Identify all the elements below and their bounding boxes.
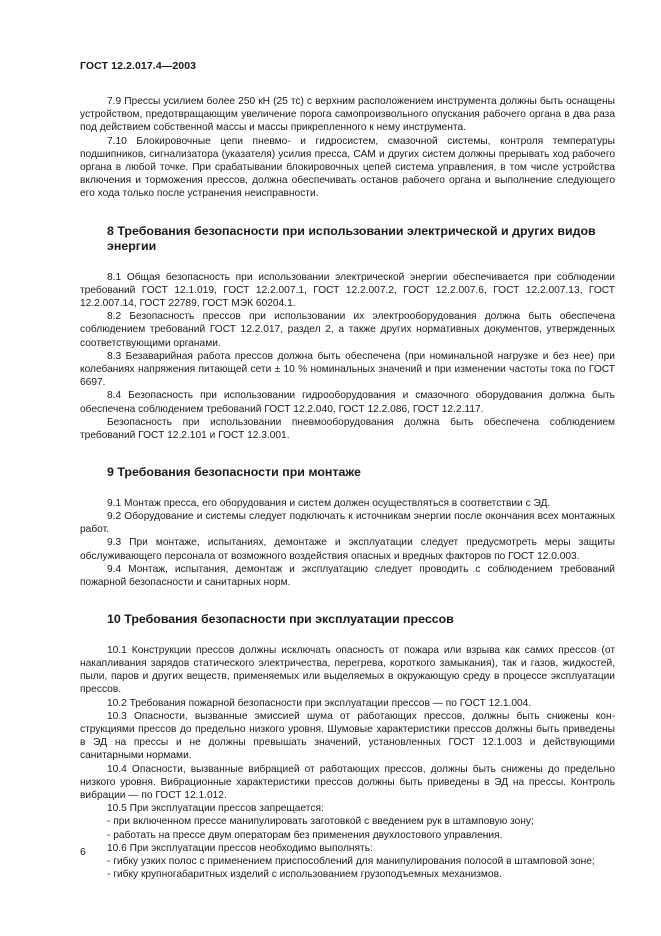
paragraph-8-3: 8.3 Безаварийная работа прессов должна быть обеспечена (при номинальной нагрузке и без нее) при колебаниях напряжения питающей сети ± 10 % номинальных значений и при изменении частоты тока по ГОСТ 6697. bbox=[80, 350, 615, 389]
section-title-10: 10 Требования безопасности при эксплуатации прессов bbox=[107, 612, 454, 627]
document-header: ГОСТ 12.2.017.4—2003 bbox=[80, 60, 197, 72]
paragraph-9-4: 9.4 Монтаж, испытания, демонтаж и эксплуатацию следует проводить с соблюдением требований пожарной безопасности и санитарных норм. bbox=[80, 563, 615, 588]
paragraph-10-5: 10.5 При эксплуатации прессов запрещается: bbox=[107, 803, 324, 815]
paragraph-9-1: 9.1 Монтаж пресса, его оборудования и систем должен осуществляться в соответствии с ЭД. bbox=[107, 497, 551, 509]
list-item: - гибку узких полос с применением приспособлений для манипулирования полосой в штамповой зоне; bbox=[107, 855, 595, 867]
document-body bbox=[80, 95, 615, 881]
paragraph-9-3: 9.3 При монтаже, испытаниях, демонтаже и эксплуатации следует предусмотреть меры защиты обслуживающего персонала от возможного воздействия опасных и вредных факторов по ГОСТ 12.0.003. bbox=[80, 537, 615, 562]
paragraph-8-2: 8.2 Безопасность прессов при использовании их электрооборудования должна быть обеспечена соблюдением требований ГОСТ 12.2.017, раздел 2, а также других нормативных документов, утвержденных соответствующими органами. bbox=[80, 311, 615, 349]
section-title-8: 8 Требования безопасности при использовании электрической и других видов энергии bbox=[107, 223, 596, 254]
paragraph-7-10: 7.10 Блокировочные цепи пневмо- и гидросистем, смазочной системы, контроля температуры подшипников, сигнализатора (указателя) усилия пресса, САМ и других систем должны прерывать ход рабочего органа в любой точке. При срабатывании блокировочных цепей система управления, в том числе устройства включения и торможения прессов, должна обеспечивать останов рабочего органа и выполнение следующего его хода только после устранения неисправности. bbox=[80, 135, 615, 200]
paragraph-10-6: 10.6 При эксплуатации прессов необходимо выполнять: bbox=[107, 842, 373, 854]
paragraph-7-9: 7.9 Прессы усилием более 250 кН (25 тс) с верхним расположением инструмента должны быть оснащены устройством, предотвращающим увеличение порога самопроизвольного опускания рабочего органа в два раза под действием собственной массы и массы прикрепленного к нему инструмента. bbox=[80, 96, 615, 134]
paragraph-10-2: 10.2 Требования пожарной безопасности при эксплуатации прессов — по ГОСТ 12.1.004. bbox=[107, 697, 532, 709]
paragraph-10-3: 10.3 Опасности, вызванные эмиссией шума от работающих прессов, должны быть снижены конструкциями прессов до предельно низкого уровня. Шумовые характеристики прессов должны быть приведены в ЭД на прессы и не должны превышать значений, установленных ГОСТ 12.1.003 и действующими санитарными нормами. bbox=[80, 710, 615, 762]
paragraph-8-1: 8.1 Общая безопасность при использовании электрической энергии обеспечивается при соблюдении требований ГОСТ 12.1.019, ГОСТ 12.2.007.1, ГОСТ 12.2.007.2, ГОСТ 12.2.007.6, ГОСТ 12.2.007.13, ГОСТ 12.2.007.14, ГОСТ 22789, ГОСТ МЭК 60204.1. bbox=[80, 271, 615, 310]
list-item: - работать на прессе двум операторам без применения двухлостового управления. bbox=[107, 829, 503, 841]
paragraph-10-4: 10.4 Опасности, вызванные вибрацией от работающих прессов, должны быть снижены до предельно низкого уровня. Вибрационные характеристики прессов должны быть приведены в ЭД на прессы. Контроль вибрации — по ГОСТ 12.1.012. bbox=[80, 763, 615, 801]
list-item: - гибку крупногабаритных изделий с использованием грузоподъемных механизмов. bbox=[107, 869, 502, 881]
paragraph-8-4: 8.4 Безопасность при использовании гидрооборудования и смазочного оборудования должна быть обеспечена соблюдением требований ГОСТ 12.2.040, ГОСТ 12.2.086, ГОСТ 12.2.117. bbox=[80, 390, 615, 415]
section-title-9: 9 Требования безопасности при монтаже bbox=[107, 465, 361, 480]
list-item: - при включенном прессе манипулировать заготовкой с введением рук в штамповую зону; bbox=[107, 816, 534, 828]
page-number: 6 bbox=[80, 846, 86, 858]
paragraph-9-2: 9.2 Оборудование и системы следует подключать к источникам энергии после окончания всех монтажных работ. bbox=[80, 510, 615, 536]
paragraph-10-1: 10.1 Конструкции прессов должны исключать опасность от пожара или взрыва как самих прессов (от накапливания зарядов статического электричества, перегрева, короткого замыкания), так и газов, жидкостей, пыли, паров и других веществ, применяемых или выделяемых в окружающую среду в процессе эксплуатации прессов. bbox=[80, 644, 615, 696]
paragraph-8-4-pneumo: Безопасность при использовании пневмооборудования должна быть обеспечена соблюдением требований ГОСТ 12.2.101 и ГОСТ 12.3.001. bbox=[80, 416, 615, 442]
